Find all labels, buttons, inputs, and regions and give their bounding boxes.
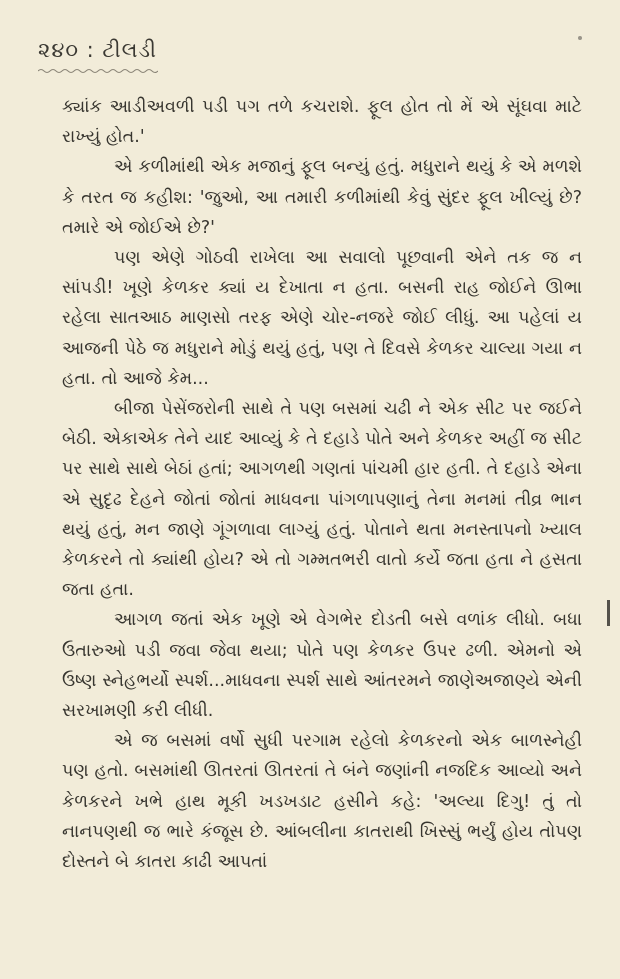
header-wavy-rule (38, 68, 158, 74)
binding-edge-mark (607, 600, 610, 626)
paragraph: પણ એણે ગોઠવી રાખેલા આ સવાલો પૂછવાની એને તક જ ન સાંપડી! ખૂણે કેળકર ક્યાં ય દેખાતા ન હતા. બસની રાહ જોઈને ઊભા રહેલા સાતઆઠ માણસો તરફ એણે ચોર-નજરે જોઈ લીધું. આ પહેલાં ય આજની પેઠે જ મધુરાને મોડું થયું હતું, પણ તે દિવસે કેળકર ચાલ્યા ગયા ન હતા. તો આજે કેમ... (62, 248, 582, 389)
page-header (38, 38, 157, 63)
paragraph: બીજા પેસેંજરોની સાથે તે પણ બસમાં ચઢી ને એક સીટ પર જઈને બેઠી. એકાએક તેને યાદ આવ્યું કે તે દહાડે પોતે અને કેળકર અહીં જ સીટ પર સાથે સાથે બેઠાં હતાં; આગળથી ગણતાં પાંચમી હાર હતી. તે દહાડે એના એ સુદૃઢ દેહને જોતાં જોતાં માધવના પાંગળાપણાનું તેના મનમાં તીવ્ર ભાન થયું હતું, મન જાણે ગૂંગળાવા લાગ્યું હતું. પોતાને થતા મનસ્તાપનો ખ્યાલ કેળકરને તો ક્યાંથી હોય? એ તો ગમ્મતભરી વાતો કર્યે જતા હતા ને હસતા જતા હતા. (62, 399, 582, 601)
paragraph: એ જ બસમાં વર્ષો સુધી પરગામ રહેલો કેળકરનો એક બાળસ્નેહી પણ હતો. બસમાંથી ઊતરતાં ઊતરતાં તે બંને જણાંની નજદિક આવ્યો અને કેળકરને ખભે હાથ મૂકી ખડખડાટ હસીને કહે: 'અલ્યા દિગુ! તું તો નાનપણથી જ ભારે કંજૂસ છે. આંબલીના કાતરાથી ખિસ્સું ભર્યું હોય તોપણ દોસ્તને બે કાતરા કાઢી આપતાં (62, 731, 582, 873)
paragraph: આગળ જતાં એક ખૂણે એ વેગભેર દોડતી બસે વળાંક લીધો. બધા ઉતારુઓ પડી જવા જેવા થયા; પોતે પણ કેળકર ઉપર ઢળી. એમનો એ ઉષ્ણ સ્નેહભર્યો સ્પર્શ...માધવના સ્પર્શ સાથે આંતરમને જાણેઅજાણ્યે એની સરખામણી કરી લીધી. (62, 610, 582, 722)
paragraph: એ કળીમાંથી એક મજાનું ફૂલ બન્યું હતું. મધુરાને થયું કે એ મળશે કે તરત જ કહીશ: 'જુઓ, આ તમારી કળીમાંથી કેવું સુંદર ફૂલ ખીલ્યું છે? તમારે એ જોઈએ છે?' (62, 157, 582, 238)
body-text (62, 92, 582, 877)
print-speck (578, 36, 582, 40)
paragraph: ક્યાંક આડીઅવળી પડી પગ તળે કચરાશે. ફૂલ હોત તો મેં એ સૂંઘવા માટે રાખ્યું હોત.' (62, 97, 582, 148)
page-number-and-title: ૨૪૦ : ટીલડી (38, 38, 158, 62)
